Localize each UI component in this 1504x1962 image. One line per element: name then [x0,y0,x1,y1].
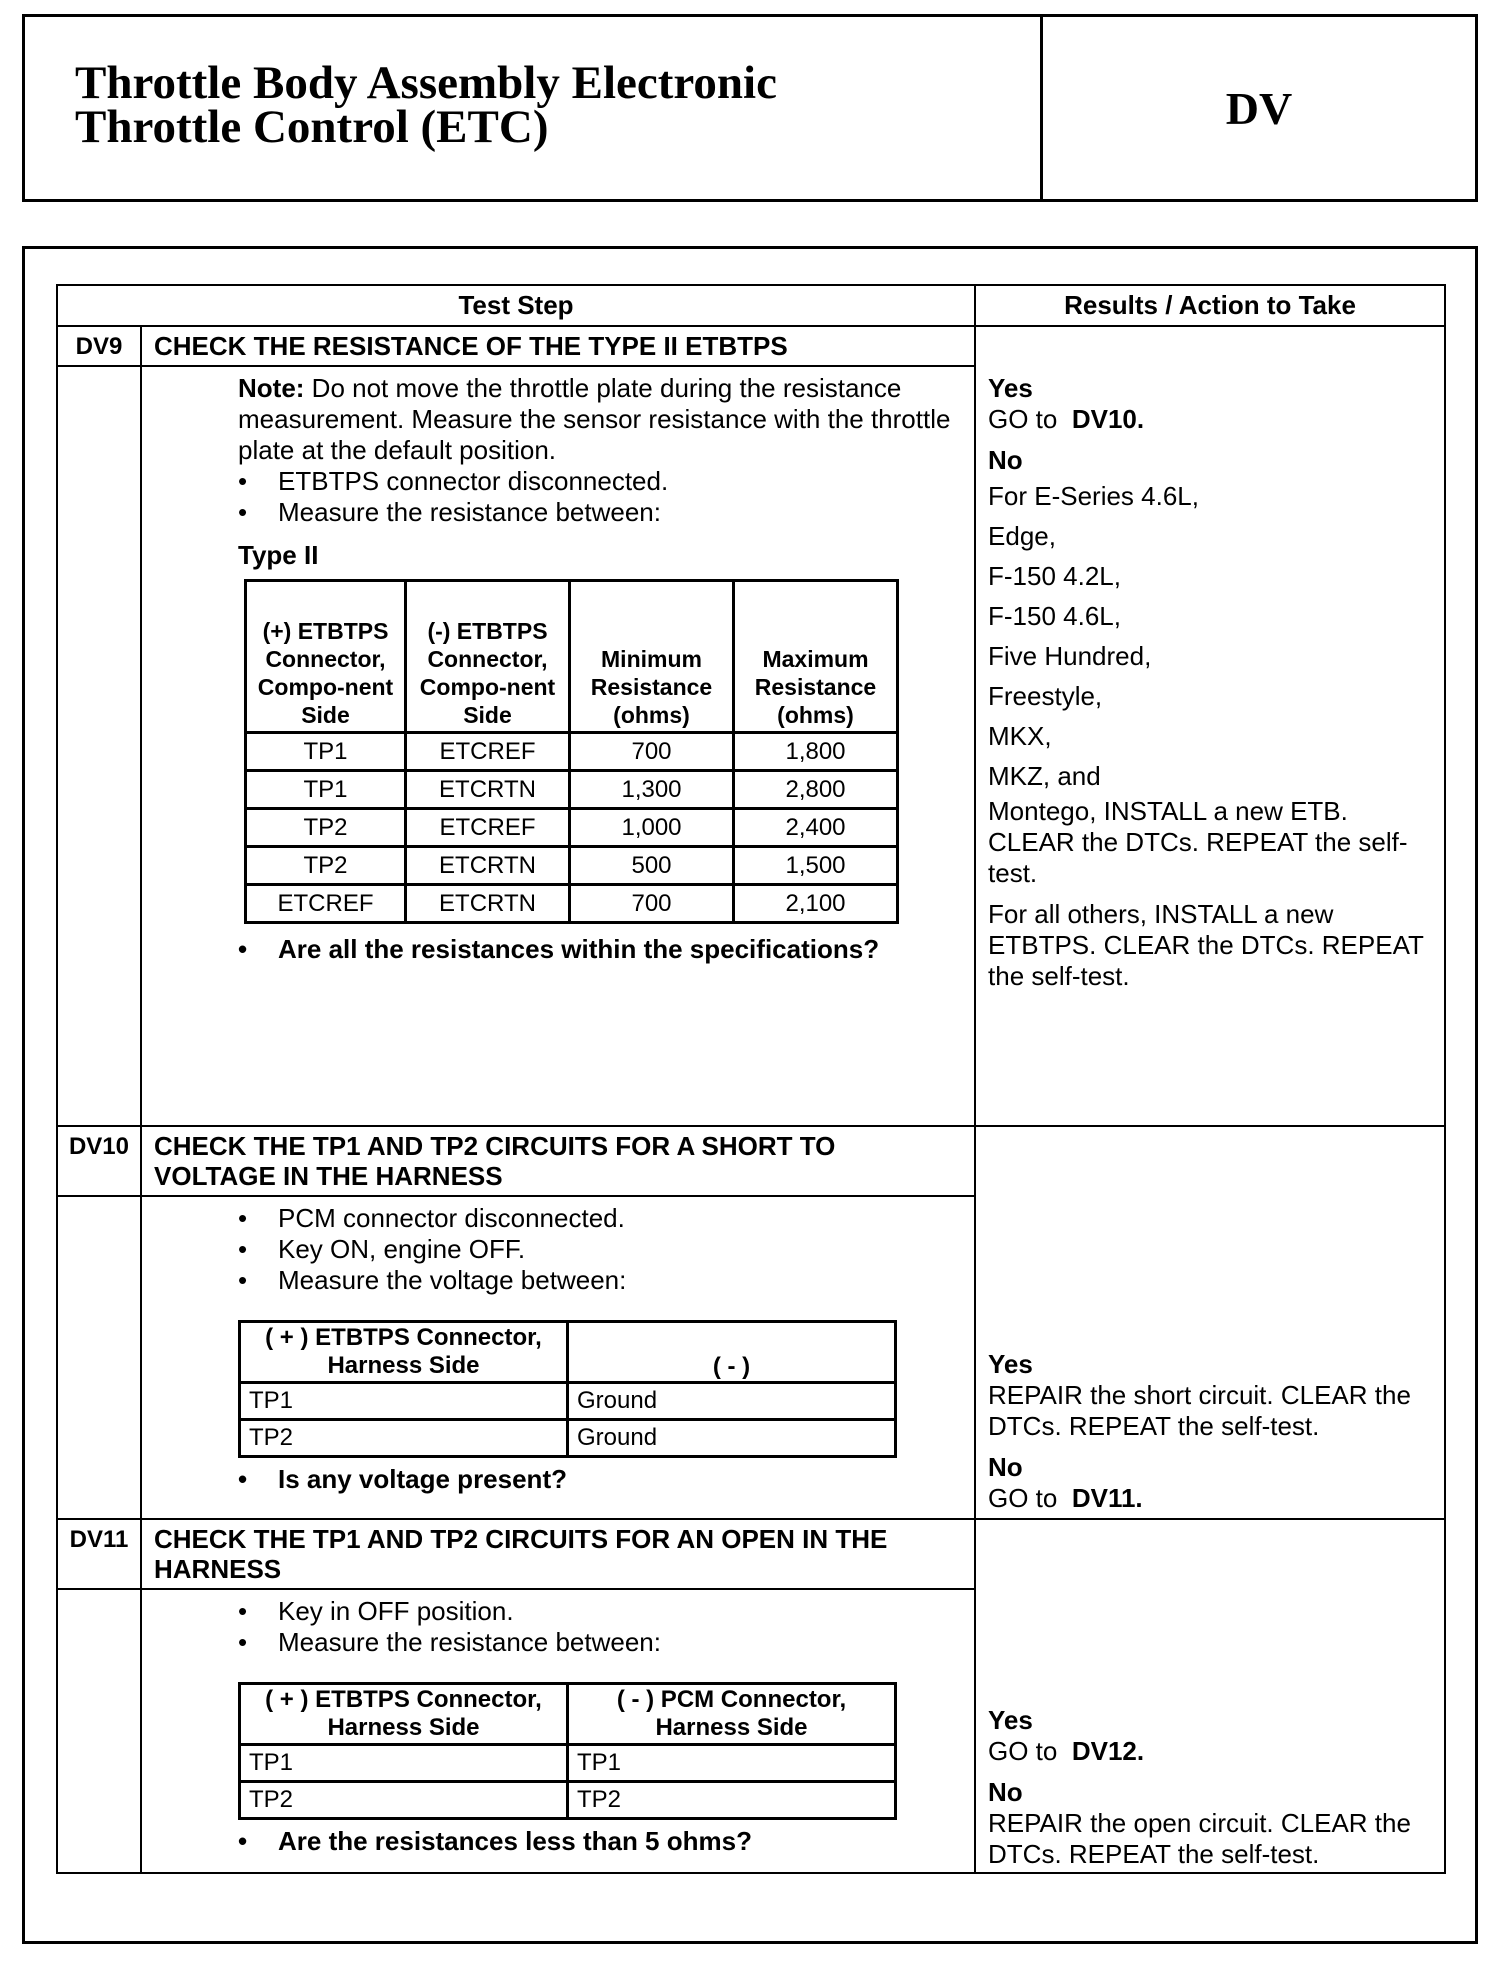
results-dv10 [975,1126,1445,1519]
question: • Are the resistances less than 5 ohms? [238,1826,974,1857]
voltage-cell: Ground [568,1383,896,1420]
bullet: • Key ON, engine OFF. [238,1234,974,1265]
test-step-table [56,284,1446,1874]
no-model-item: MKX, [988,720,1052,751]
step-body-spacer [57,1589,141,1873]
step-code-dv10: DV10 [57,1126,141,1197]
spec-header: (+) ETBTPS Connector, Compo-nent Side [246,581,406,733]
no-label: No [988,1777,1023,1807]
spec-cell: TP2 [246,809,406,847]
spec-cell: 700 [570,733,734,771]
continuity-cell: TP2 [568,1782,896,1819]
spec-cell: ETCREF [406,733,570,771]
spec-cell: ETCRTN [406,847,570,885]
page-header [22,14,1478,202]
bullet: • Key in OFF position. [238,1596,974,1627]
spec-cell: TP1 [246,771,406,809]
yes-label: Yes [988,372,1033,403]
bullet: • ETBTPS connector disconnected. [238,466,974,497]
question: • Is any voltage present? [238,1464,974,1495]
col-header-results: Results / Action to Take [975,285,1445,326]
yes-label: Yes [988,1705,1033,1735]
spec-cell: 1,300 [570,771,734,809]
step-title-dv10: CHECK THE TP1 AND TP2 CIRCUITS FOR A SHORT TO VOLTAGE IN THE HARNESS [141,1126,975,1197]
note: Note: Do not move the throttle plate during the resistance measurement. Measure the sensor resistance with the throttle plate at the default position. [238,373,951,465]
no-text-others: For all others, INSTALL a new ETBTPS. CLEAR the DTCs. REPEAT the self-test. [988,898,1424,991]
step-body-dv10 [141,1196,975,1518]
step-body-dv11 [141,1589,975,1873]
voltage-table [238,1320,897,1458]
bullet: • Measure the voltage between: [238,1265,974,1296]
spec-cell: ETCREF [246,885,406,923]
bullet: • Measure the resistance between: [238,1627,974,1658]
resistance-spec-table [244,579,899,924]
continuity-cell: TP1 [240,1745,568,1782]
spec-cell: 1,800 [734,733,898,771]
question: • Are all the resistances within the specifications? [238,934,974,965]
no-action: GO to DV11. [988,1482,1143,1513]
no-model-item: F-150 4.6L, [988,600,1121,631]
yes-action: GO to DV10. [988,403,1145,434]
voltage-cell: TP2 [240,1420,568,1457]
table-label: Type II [238,540,319,570]
voltage-header: ( - ) [568,1322,896,1383]
continuity-header: ( - ) PCM Connector, Harness Side [568,1684,896,1745]
spec-cell: 2,800 [734,771,898,809]
bullet: • Measure the resistance between: [238,497,974,528]
no-label: No [988,1451,1023,1482]
goto-target: DV10. [1071,403,1145,434]
spec-cell: TP1 [246,733,406,771]
spec-cell: 2,100 [734,885,898,923]
no-action: REPAIR the open circuit. CLEAR the DTCs. REPEAT the self-test. [988,1808,1411,1869]
no-label: No [988,444,1023,475]
title-line-1: Throttle Body Assembly Electronic [75,57,777,109]
continuity-table [238,1682,897,1820]
title-line-2: Throttle Control (ETC) [75,101,549,153]
step-code-dv9: DV9 [57,326,141,367]
no-model-list [988,476,1432,796]
no-model-item: Edge, [988,520,1056,551]
spec-cell: ETCRTN [406,885,570,923]
spec-cell: 500 [570,847,734,885]
spec-cell: 2,400 [734,809,898,847]
voltage-cell: TP1 [240,1383,568,1420]
goto-target: DV11. [1071,1482,1143,1513]
spec-cell: 700 [570,885,734,923]
voltage-cell: Ground [568,1420,896,1457]
continuity-cell: TP1 [568,1745,896,1782]
spec-header: Minimum Resistance (ohms) [570,581,734,733]
spec-header: (-) ETBTPS Connector, Compo-nent Side [406,581,570,733]
spec-header: Maximum Resistance (ohms) [734,581,898,733]
section-code: DV [1225,82,1293,134]
no-model-item: Freestyle, [988,680,1103,711]
spec-cell: 1,500 [734,847,898,885]
yes-label: Yes [988,1348,1033,1379]
voltage-header: ( + ) ETBTPS Connector, Harness Side [240,1322,568,1383]
page-title [25,17,1043,199]
step-code-dv11: DV11 [57,1519,141,1590]
no-model-item: MKZ, and [988,760,1101,791]
step-body-spacer [57,1196,141,1518]
no-model-item: F-150 4.2L, [988,560,1121,591]
step-body-spacer [57,366,141,1126]
step-title-dv9: CHECK THE RESISTANCE OF THE TYPE II ETBTPS [141,326,975,367]
yes-action: GO to DV12. [988,1736,1145,1766]
results-dv11 [975,1519,1445,1874]
no-model-item: Five Hundred, [988,640,1152,671]
spec-cell: 1,000 [570,809,734,847]
spec-cell: ETCRTN [406,771,570,809]
step-title-dv11: CHECK THE TP1 AND TP2 CIRCUITS FOR AN OPEN IN THE HARNESS [141,1519,975,1590]
no-model-item: For E-Series 4.6L, [988,480,1199,511]
continuity-cell: TP2 [240,1782,568,1819]
results-dv9 [975,326,1445,1126]
no-text-etb: Montego, INSTALL a new ETB. CLEAR the DTCs. REPEAT the self-test. [988,795,1408,888]
continuity-header: ( + ) ETBTPS Connector, Harness Side [240,1684,568,1745]
goto-target: DV12. [1071,1736,1145,1766]
col-header-test-step: Test Step [57,285,975,326]
bullet: • PCM connector disconnected. [238,1203,974,1234]
spec-cell: TP2 [246,847,406,885]
yes-action: REPAIR the short circuit. CLEAR the DTCs. REPEAT the self-test. [988,1379,1411,1441]
spec-cell: ETCREF [406,809,570,847]
step-body-dv9 [141,366,975,1126]
